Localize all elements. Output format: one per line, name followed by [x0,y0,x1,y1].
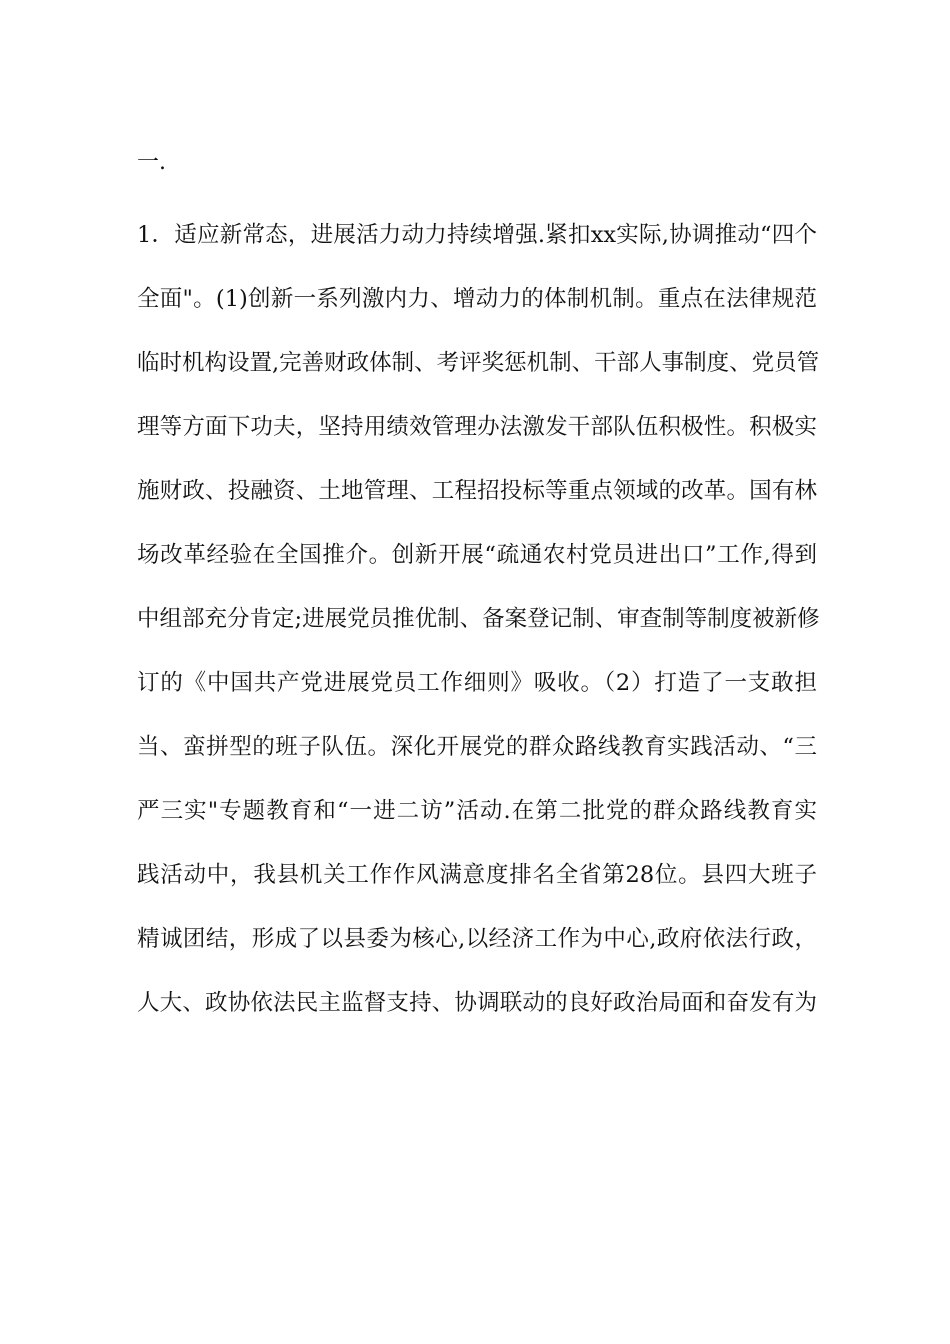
paragraph-line: 严三实"专题教育和“一进二访”活动.在第二批党的群众路线教育实 [137,798,817,824]
paragraph-line: 全面"。(1)创新一系列激内力、增动力的体制机制。重点在法律规范 [137,286,817,312]
paragraph-line: 中组部充分肯定;进展党员推优制、备案登记制、审查制等制度被新修 [137,606,820,632]
paragraph-line: 理等方面下功夫，坚持用绩效管理办法激发干部队伍积极性。积极实 [137,414,817,440]
paragraph-line: 施财政、投融资、土地管理、工程招投标等重点领域的改革。国有林 [137,478,817,504]
paragraph-line: 精诚团结，形成了以县委为核心,以经济工作为中心,政府依法行政， [137,926,817,952]
paragraph-line: 订的《中国共产党进展党员工作细则》吸收。（2）打造了一支敢担 [137,670,817,696]
paragraph-line: 当、蛮拼型的班子队伍。深化开展党的群众路线教育实践活动、“三 [137,734,817,760]
paragraph-line: 1．适应新常态，进展活力动力持续增强.紧扣xx实际,协调推动“四个 [137,222,817,248]
body-paragraph [137,222,820,1054]
paragraph-line: 人大、政协依法民主监督支持、协调联动的良好政治局面和奋发有为 [137,990,817,1016]
paragraph-line: 场改革经验在全国推介。创新开展“疏通农村党员进出口”工作,得到 [137,542,817,568]
paragraph-line: 践活动中，我县机关工作作风满意度排名全省第28位。县四大班子 [137,862,817,888]
paragraph-line: 临时机构设置,完善财政体制、考评奖惩机制、干部人事制度、党员管 [137,350,820,376]
section-heading: 一. [137,150,166,175]
